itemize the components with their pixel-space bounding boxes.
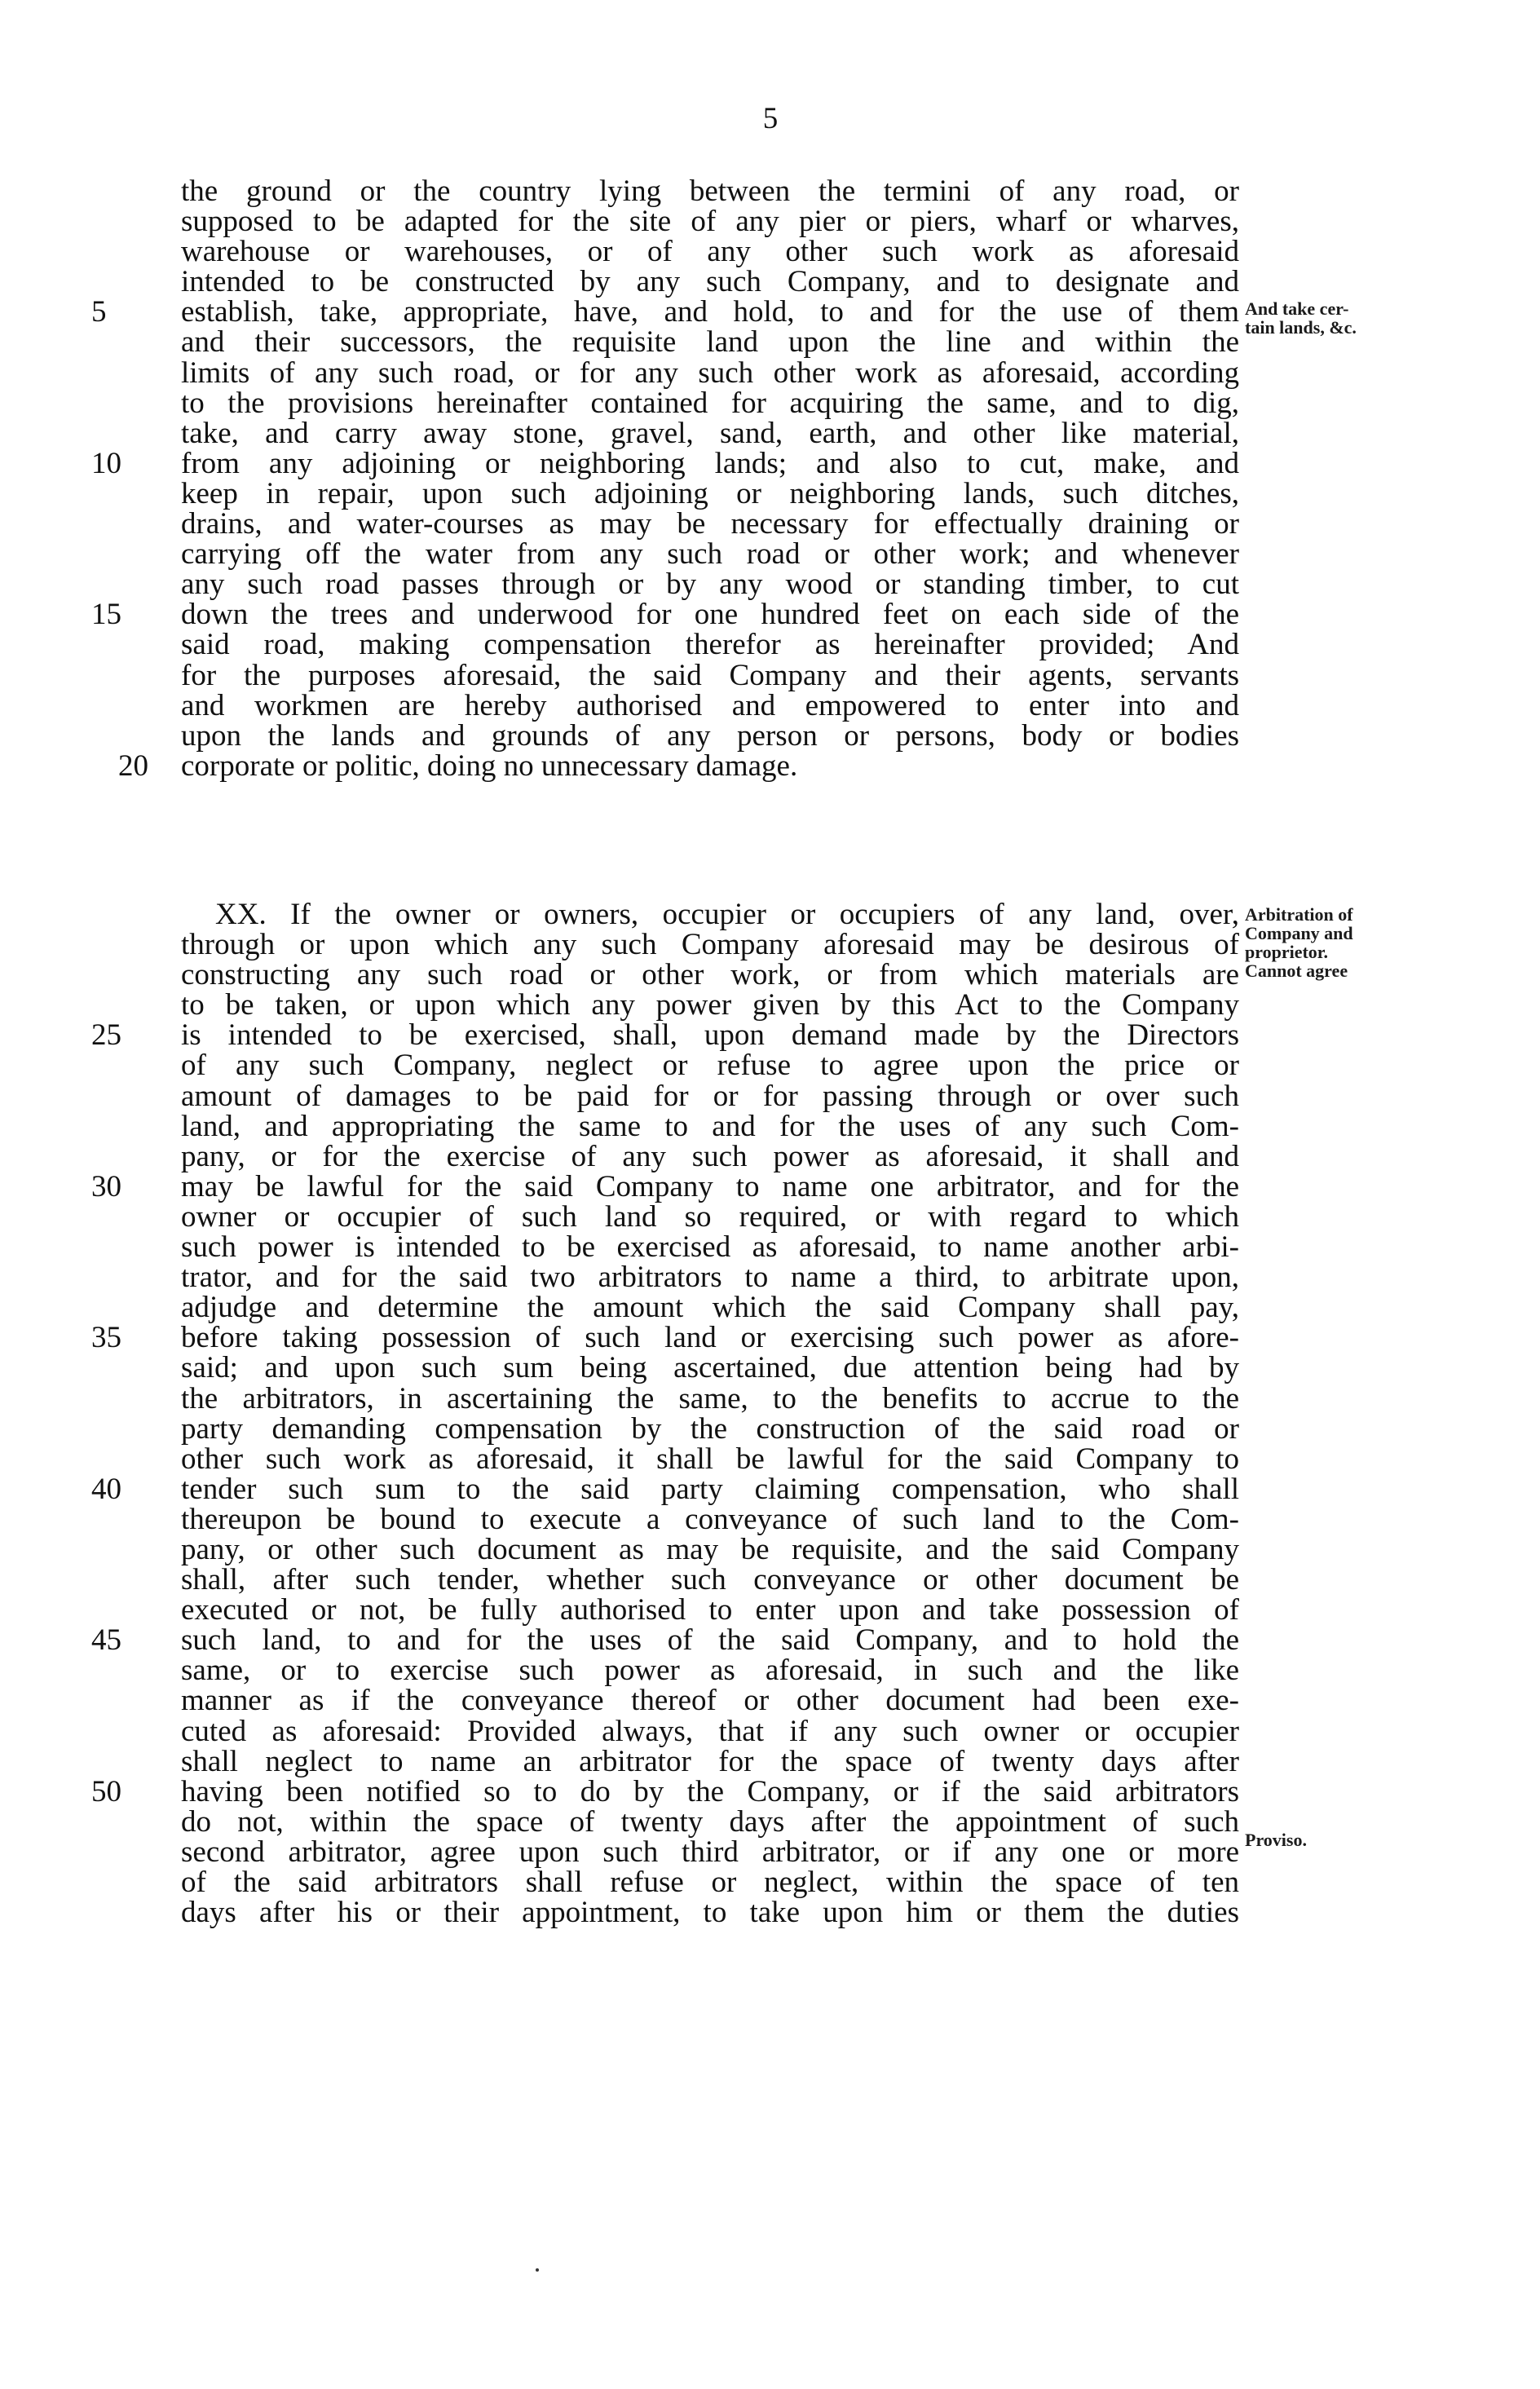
line-text: tender such sum to the said party claiming compensation, who shall [181,1472,1239,1506]
text-line [91,1472,1239,1506]
text-line: thereupon be bound to execute a conveyance of such land to the Com- [181,1502,1239,1536]
text-line: through or upon which any such Company aforesaid may be desirous of [181,928,1239,962]
margin-note-proviso [1245,1830,1408,1849]
margin-note-line: Company and [1245,923,1353,943]
line-number: 5 [91,295,107,329]
text-line: the ground or the country lying between the termini of any road, or [181,174,1239,208]
text-line: pany, or other such document as may be requisite, and the said Company [181,1532,1239,1566]
text-line: and their successors, the requisite land upon the line and within the [181,325,1239,360]
text-line [91,446,1239,480]
text-line: adjudge and determine the amount which the said Company shall pay, [181,1291,1239,1325]
text-line: drains, and water-courses as may be necessary for effectually draining or [181,507,1239,541]
text-line: and workmen are hereby authorised and empowered to enter into and [181,688,1239,722]
line-number: 45 [91,1623,121,1658]
text-line: amount of damages to be paid for or for passing through or over such [181,1079,1239,1113]
text-line: owner or occupier of such land so required, or with regard to which [181,1199,1239,1234]
text-line: upon the lands and grounds of any person or persons, body or bodies [181,718,1239,753]
text-line: said road, making compensation therefor as hereinafter provided; And [181,628,1239,662]
text-line [91,598,1239,632]
text-line: carrying off the water from any such road or other work; and whenever [181,537,1239,572]
margin-note-line: proprietor. [1245,942,1329,962]
line-text: is intended to be exercised, shall, upon demand made by the Directors [181,1018,1239,1053]
line-number: 40 [91,1472,121,1506]
text-line: the arbitrators, in ascertaining the same, to the benefits to accrue to the [181,1381,1239,1415]
text-line: trator, and for the said two arbitrators to name a third, to arbitrate upon, [181,1261,1239,1295]
line-text: before taking possession of such land or exercising such power as afore- [181,1321,1239,1355]
margin-note-line: And take cer- [1245,298,1349,319]
page-number: 5 [762,102,779,135]
text-line: to be taken, or upon which any power given by this Act to the Company [181,988,1239,1022]
text-line: any such road passes through or by any wood or standing timber, to cut [181,567,1239,602]
text-line: land, and appropriating the same to and for the uses of any such Com- [181,1109,1239,1143]
line-text: corporate or politic, doing no unnecessary damage. [181,748,798,783]
text-line [91,1774,1239,1808]
text-line [91,1623,1239,1658]
line-number: 35 [91,1321,121,1355]
text-line: take, and carry away stone, gravel, sand, earth, and other like material, [181,416,1239,450]
line-text: may be lawful for the said Company to name one arbitrator, and for the [181,1169,1239,1203]
text-line: second arbitrator, agree upon such third arbitrator, or if any one or more [181,1835,1239,1869]
text-line: supposed to be adapted for the site of any pier or piers, wharf or wharves, [181,205,1239,239]
text-line: cuted as aforesaid: Provided always, that if any such owner or occupier [181,1714,1239,1748]
paragraph-2-section-xx [91,898,1239,1930]
line-number: 25 [91,1018,121,1053]
line-text: down the trees and underwood for one hundred feet on each side of the [181,598,1239,632]
text-line: do not, within the space of twenty days after the appointment of such [181,1804,1239,1839]
text-line: of any such Company, neglect or refuse to agree upon the price or [181,1049,1239,1083]
line-text: establish, take, appropriate, have, and hold, to and for the use of them [181,295,1239,329]
text-line: limits of any such road, or for any such other work as aforesaid, according [181,355,1239,390]
line-text: such land, to and for the uses of the said Company, and to hold the [181,1623,1239,1658]
text-line: intended to be constructed by any such Company, and to designate and [181,265,1239,299]
print-speck [536,2268,539,2272]
text-line: days after his or their appointment, to take upon him or them the duties [181,1896,1239,1930]
text-line: of the said arbitrators shall refuse or neglect, within the space of ten [181,1866,1239,1899]
text-line: shall, after such tender, whether such conveyance or other document be [181,1563,1239,1597]
text-line: shall neglect to name an arbitrator for the space of twenty days after [181,1744,1239,1778]
line-number: 10 [91,446,121,480]
text-line: warehouse or warehouses, or of any other such work as aforesaid [181,235,1239,269]
line-text: having been notified so to do by the Company, or if the said arbitrators [181,1774,1239,1808]
line-number: 15 [91,598,121,632]
line-number: 20 [118,748,148,783]
line-text: from any adjoining or neighboring lands; and also to cut, make, and [181,446,1239,480]
margin-note-take-lands [1245,299,1408,337]
text-line: constructing any such road or other work, or from which materials are [181,958,1239,992]
margin-note-arbitration [1245,905,1408,980]
line-number: 30 [91,1169,121,1203]
text-line: keep in repair, upon such adjoining or neighboring lands, such ditches, [181,476,1239,510]
margin-note-line: Cannot agree [1245,960,1348,981]
margin-note-line: tain lands, &c. [1245,317,1357,338]
text-line: same, or to exercise such power as aforesaid, in such and the like [181,1654,1239,1688]
text-line: such power is intended to be exercised as aforesaid, to name another arbi- [181,1230,1239,1265]
text-line [118,748,1239,783]
text-line: executed or not, be fully authorised to enter upon and take possession of [181,1593,1239,1627]
text-line [91,1169,1239,1203]
text-line: to the provisions hereinafter contained for acquiring the same, and to dig, [181,386,1239,420]
text-line: other such work as aforesaid, it shall be lawful for the said Company to [181,1442,1239,1476]
text-line: party demanding compensation by the construction of the said road or [181,1411,1239,1446]
text-line: manner as if the conveyance thereof or other document had been exe- [181,1684,1239,1718]
margin-note-line: Proviso. [1245,1830,1307,1850]
text-line [91,1321,1239,1355]
line-number: 50 [91,1774,121,1808]
text-line: pany, or for the exercise of any such power as aforesaid, it shall and [181,1139,1239,1173]
text-line: said; and upon such sum being ascertained, due attention being had by [181,1351,1239,1385]
text-line [91,295,1239,329]
text-line [91,1018,1239,1053]
text-line: XX. If the owner or owners, occupier or occupiers of any land, over, [215,898,1239,931]
margin-note-line: Arbitration of [1245,904,1353,925]
paragraph-1 [91,174,1239,783]
text-line: for the purposes aforesaid, the said Company and their agents, servants [181,658,1239,692]
